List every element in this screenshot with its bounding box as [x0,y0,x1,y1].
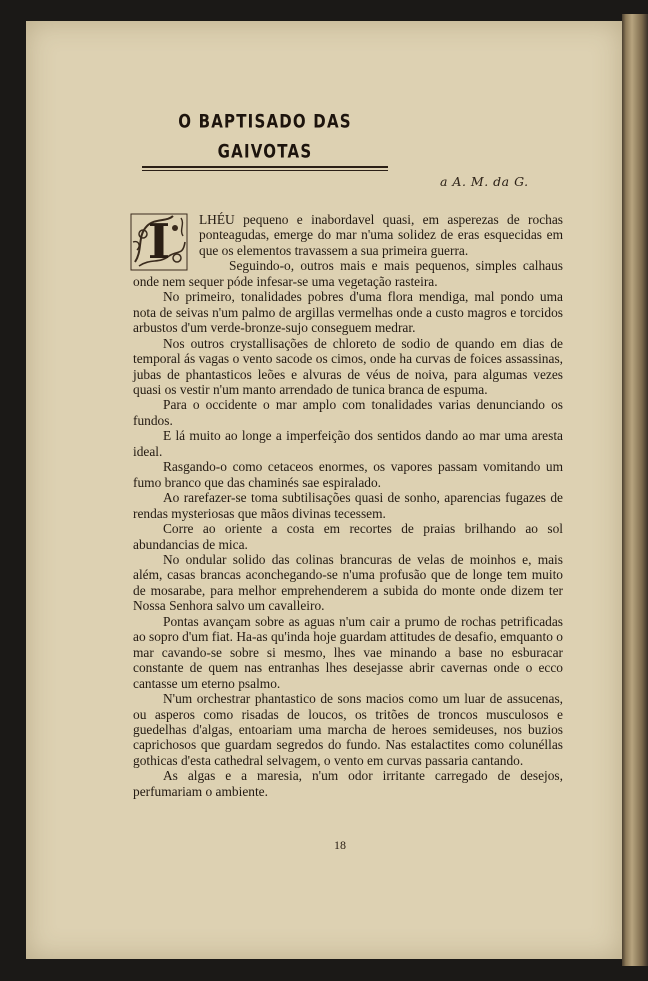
paragraph: Pontas avançam sobre as aguas n'um cair a prumo de rochas petrificadas ao sopro d'um fiat. Ha-as qu'inda hoje guardam attitudes de desafio, emquanto o mar cavando-se sobre si mesmo, lhes vae minando a base no esburacar constante de quem nas entranhas lhes desejasse abrir cavernas onde o ecco cantasse um eterno psalmo. [133,613,563,691]
paragraph: Rasgando-o como cetaceos enormes, os vapores passam vomitando um fumo branco que das chaminés sae espiralado. [133,459,563,490]
paragraph: Para o occidente o mar amplo com tonalidades varias denunciando os fundos. [133,397,563,428]
first-paragraph [133,212,563,270]
paragraph: E lá muito ao longe a imperfeição dos sentidos dando ao mar uma aresta ideal. [133,428,563,459]
article-body [133,212,563,799]
first-paragraph-text: LHÉU pequeno e inabordavel quasi, em asperezas de rochas ponteagudas, emerge do mar n'uma solidez de eras esquecidas em que os elementos travassem a sua primeira guerra. [199,212,563,258]
paragraph: Corre ao oriente a costa em recortes de praias brilhando ao sol abundancias de mica. [133,521,563,552]
paragraph: N'um orchestrar phantastico de sons macios como um luar de assucenas, ou asperos como risadas de loucos, os tritões de troncos musculosos e guedelhas d'algas, entoariam uma marcha de heroes semideuses, nos buzios caprichosos que guardam segredos do fundo. Nas estalactites como colunéllas gothicas d'esta cathedral selvagem, o vento em curvas passaria cantando. [133,691,563,768]
title-underline-thin [142,170,388,171]
article-title: O BAPTISADO DAS GAIVOTAS [178,109,352,163]
paragraph: No ondular solido das colinas brancuras de velas de moinhos e, mais além, casas brancas aconchegando-se n'uma profusão que de longe tem muito de mosarabe, para melhor emprehenderem a subida do monte onde dizem ter Nossa Senhora salvo um cavalleiro. [133,551,563,614]
drop-cap-letter: I [147,214,171,270]
paragraph: Nos outros crystallisações de chloreto de sodio de quando em dias de temporal ás vagas o vento sacode os cimos, onde ha curvas de foices assassinas, jubas de phantasticos leões e alvuras de véus de noiva, para algumas vezes quasi os vestir n'um manto arrendado de tunica branca de espuma. [133,335,563,397]
book-spine-edge [622,14,648,966]
dedication: a A. M. da G. [440,174,529,189]
page-number: 18 [334,838,346,852]
title-block [142,109,388,171]
title-underline [142,166,388,168]
ornamental-drop-cap [129,212,189,272]
paragraph: No primeiro, tonalidades pobres d'uma flora mendiga, mal pondo uma nota de seivas n'um palmo de argillas vermelhas onde a custo magros e torcidos arbustos d'um verde-bronze-sujo conseguem medrar. [133,289,563,336]
paragraph: Seguindo-o, outros mais e mais pequenos, simples calhaus onde nem sequer póde infesar-se uma vegetação rasteira. [133,258,563,289]
paragraph: As algas e a maresia, n'um odor irritante carregado de desejos, perfumariam o ambiente. [133,768,563,799]
paragraph: Ao rarefazer-se toma subtilisações quasi de sonho, aparencias fugazes de rendas mysteriosas que mãos divinas tecessem. [133,490,563,521]
